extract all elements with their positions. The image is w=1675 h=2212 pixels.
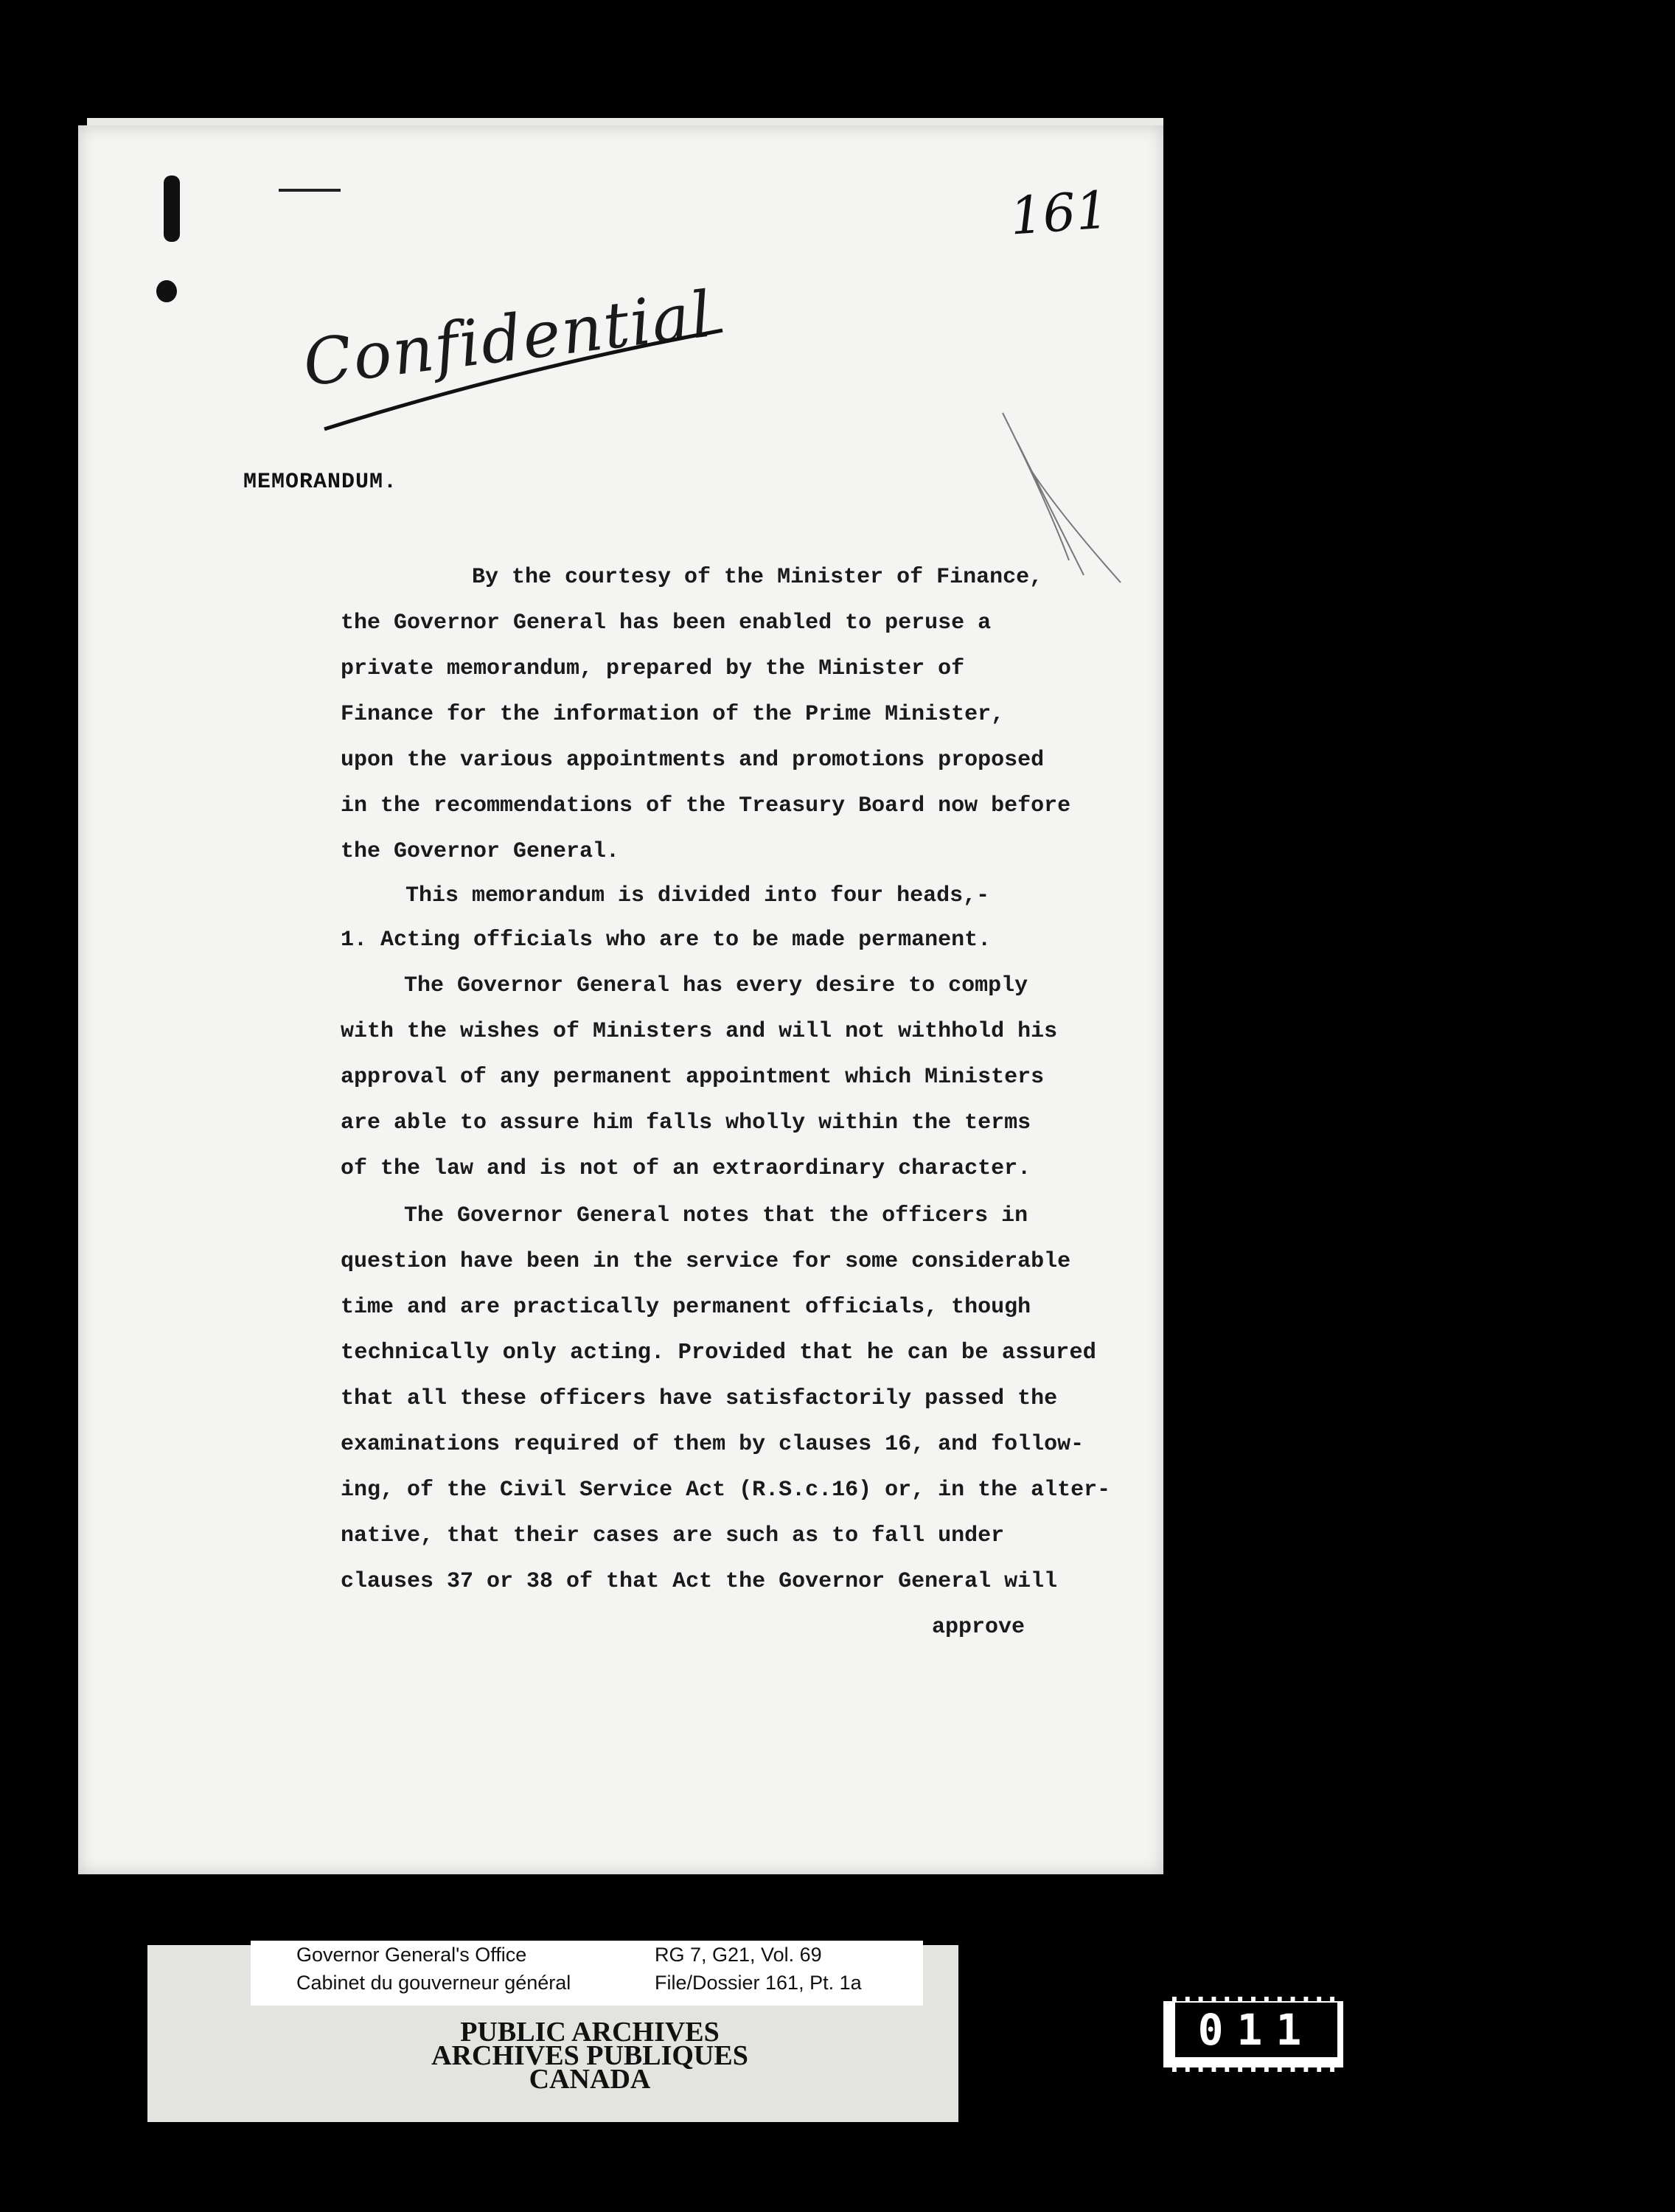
office-french: Cabinet du gouverneur général	[296, 1972, 571, 1994]
archive-reference-label	[251, 1941, 923, 2006]
file-reference: File/Dossier 161, Pt. 1a	[655, 1972, 862, 1994]
archives-english: PUBLIC ARCHIVES	[460, 2017, 720, 2048]
memo-line: with the wishes of Ministers and will not withhold his	[341, 1019, 1058, 1044]
memo-line: question have been in the service for some considerable	[341, 1249, 1071, 1274]
memo-line: of the law and is not of an extraordinary character.	[341, 1156, 1031, 1181]
memo-line: Finance for the information of the Prime Minister,	[341, 702, 1005, 727]
film-frame-number: 011	[1175, 2003, 1337, 2057]
memo-heading: MEMORANDUM.	[243, 470, 398, 495]
memo-line: By the courtesy of the Minister of Finance,	[472, 565, 1043, 590]
memo-line: clauses 37 or 38 of that Act the Governor General will	[341, 1569, 1058, 1594]
memo-line: 1. Acting officials who are to be made permanent.	[341, 928, 992, 953]
memo-line: The Governor General has every desire to comply	[404, 973, 1028, 998]
archives-country: CANADA	[529, 2064, 651, 2095]
memo-line: technically only acting. Provided that he can be assured	[341, 1340, 1096, 1366]
folio-number: 161	[1008, 179, 1111, 247]
memo-line: are able to assure him falls wholly within the terms	[341, 1110, 1031, 1135]
memo-line: approval of any permanent appointment which Ministers	[341, 1065, 1045, 1090]
memo-line: This memorandum is divided into four heads,-	[405, 883, 990, 908]
margin-scratch-mark	[1003, 413, 1121, 582]
confidential-underline	[324, 330, 722, 429]
memo-line: The Governor General notes that the officers in	[404, 1203, 1028, 1228]
memo-line: time and are practically permanent officials, though	[341, 1295, 1031, 1320]
record-group-reference: RG 7, G21, Vol. 69	[655, 1944, 822, 1966]
memo-line: approve	[932, 1615, 1025, 1640]
memo-line: private memorandum, prepared by the Minister of	[341, 656, 965, 681]
confidential-annotation: Confidential	[299, 277, 717, 401]
memo-line: examinations required of them by clauses 16, and follow-	[341, 1432, 1084, 1457]
memo-line: that all these officers have satisfactorily passed the	[341, 1386, 1058, 1411]
archives-stamp	[383, 2017, 796, 2095]
archives-french: ARCHIVES PUBLIQUES	[431, 2040, 748, 2071]
memo-line: the Governor General has been enabled to peruse a	[341, 611, 992, 636]
memo-line: the Governor General.	[341, 839, 620, 864]
memo-line: upon the various appointments and promotions proposed	[341, 748, 1045, 773]
memo-line: ing, of the Civil Service Act (R.S.c.16) or, in the alter-	[341, 1478, 1111, 1503]
memo-line: native, that their cases are such as to fall under	[341, 1523, 1005, 1548]
office-english: Governor General's Office	[296, 1944, 527, 1966]
memo-line: in the recommendations of the Treasury Board now before	[341, 793, 1071, 818]
